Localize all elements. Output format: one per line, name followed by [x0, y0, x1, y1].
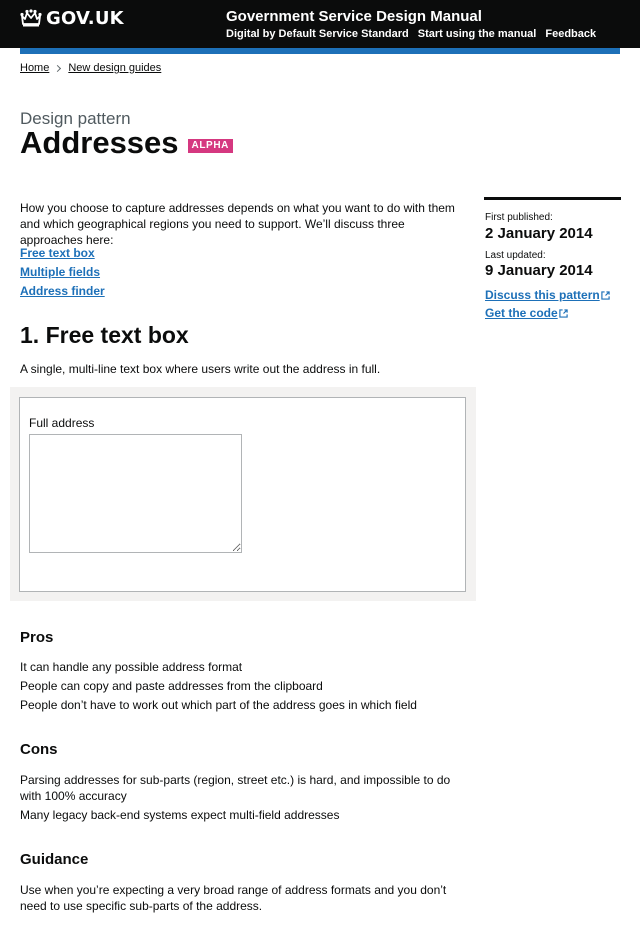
- external-link-icon: [601, 291, 610, 300]
- logo-text: GOV.UK: [46, 7, 124, 29]
- toc-link-free-text-box[interactable]: Free text box: [20, 246, 95, 260]
- site-header: [0, 0, 640, 48]
- intro-paragraph: How you choose to capture addresses depends on what you want to do with them and which geographical regions you need to support. We’ll discuss three approaches here:: [20, 201, 455, 247]
- govuk-logo-link[interactable]: [20, 6, 124, 30]
- title-row: [20, 124, 233, 162]
- pros-heading: Pros: [20, 629, 54, 646]
- section-heading-free-text-box: 1. Free text box: [20, 322, 189, 348]
- discuss-pattern-link[interactable]: [485, 288, 610, 302]
- crown-icon: [20, 9, 42, 27]
- sidebar-divider: [484, 197, 621, 200]
- toc-link-address-finder[interactable]: Address finder: [20, 284, 105, 298]
- breadcrumb-home[interactable]: Home: [20, 62, 50, 74]
- pros-list: [20, 658, 417, 715]
- breadcrumb-new-design-guides[interactable]: New design guides: [68, 62, 162, 74]
- list-item: Many legacy back-end systems expect multi-field addresses: [20, 808, 340, 822]
- nav-link-start-using[interactable]: Start using the manual: [417, 28, 537, 40]
- external-link-icon: [559, 309, 568, 318]
- last-updated-date: 9 January 2014: [485, 262, 593, 279]
- section-description: A single, multi-line text box where users write out the address in full.: [20, 362, 381, 376]
- full-address-textarea[interactable]: [29, 434, 242, 553]
- nav-link-feedback[interactable]: Feedback: [545, 28, 597, 40]
- last-updated-label: Last updated:: [485, 250, 546, 261]
- page-title: Addresses: [20, 125, 179, 160]
- get-code-link[interactable]: [485, 306, 568, 320]
- breadcrumb: [20, 62, 161, 74]
- first-published-label: First published:: [485, 212, 553, 223]
- discuss-pattern-label: Discuss this pattern: [485, 288, 600, 302]
- header-accent-bar: [20, 48, 620, 54]
- guidance-heading: Guidance: [20, 851, 89, 868]
- cons-heading: Cons: [20, 741, 58, 758]
- chevron-right-icon: [54, 64, 61, 71]
- list-item: People don’t have to work out which part of the address goes in which field: [20, 698, 417, 712]
- list-item: People can copy and paste addresses from the clipboard: [20, 679, 323, 693]
- list-item: Parsing addresses for sub-parts (region, street etc.) is hard, and impossible to do with 100% accuracy: [20, 773, 451, 803]
- guidance-text: Use when you’re expecting a very broad range of address formats and you don’t need to use specific sub-parts of the address.: [20, 883, 447, 913]
- alpha-badge: ALPHA: [188, 139, 233, 153]
- page-caption: Design pattern: [20, 109, 131, 128]
- table-of-contents: [20, 244, 105, 301]
- first-published-date: 2 January 2014: [485, 225, 593, 242]
- get-code-label: Get the code: [485, 306, 558, 320]
- full-address-label: Full address: [29, 416, 95, 430]
- list-item: It can handle any possible address format: [20, 660, 243, 674]
- toc-link-multiple-fields[interactable]: Multiple fields: [20, 265, 101, 279]
- nav-link-service-standard[interactable]: Digital by Default Service Standard: [226, 28, 409, 40]
- service-name[interactable]: Government Service Design Manual: [226, 8, 482, 25]
- header-nav: [226, 28, 596, 40]
